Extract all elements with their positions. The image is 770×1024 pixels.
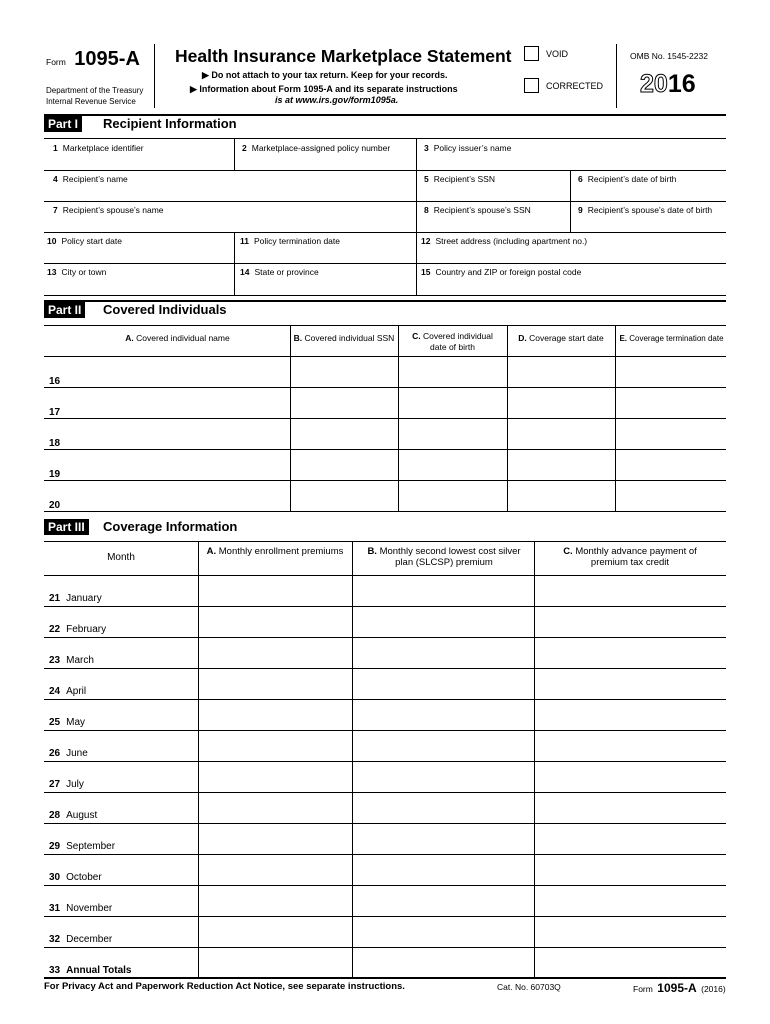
field-1-label — [53, 143, 144, 153]
part3-month-header: Month — [107, 552, 135, 563]
part3-row-rule — [44, 761, 726, 762]
row-16: 16 — [49, 376, 61, 387]
row-19: 19 — [49, 469, 61, 480]
part1-title: Recipient Information — [103, 116, 237, 131]
field-3-label — [424, 143, 511, 153]
month-label: December — [66, 934, 113, 945]
row-number: 24 — [49, 686, 61, 697]
month-row-december — [49, 934, 112, 945]
footer-form-id — [633, 979, 726, 997]
field-8-label — [424, 205, 531, 215]
row-number: 31 — [49, 903, 61, 914]
part2-bottom-rule — [44, 511, 726, 512]
field-text: Recipient’s spouse’s date of birth — [587, 205, 713, 215]
month-label: October — [66, 872, 102, 883]
part2-col-b — [290, 333, 398, 344]
field-12-label — [421, 236, 587, 246]
month-label: Annual Totals — [66, 965, 132, 976]
column-label: Covered individual SSN — [304, 333, 395, 343]
part1-row-rule — [44, 170, 726, 171]
field-text: Street address (including apartment no.) — [435, 236, 588, 246]
month-label: January — [66, 593, 102, 604]
part3-row-rule — [44, 699, 726, 700]
field-text: Policy start date — [61, 236, 122, 246]
month-row-annual-totals — [49, 965, 132, 976]
month-row-january — [49, 593, 102, 604]
row-number: 30 — [49, 872, 61, 883]
field-text: Marketplace-assigned policy number — [251, 143, 391, 153]
month-row-july — [49, 779, 84, 790]
field-number: 11 — [240, 236, 249, 246]
part1-row-rule — [44, 263, 726, 264]
month-row-november — [49, 903, 112, 914]
month-row-june — [49, 748, 88, 759]
part3-row-rule — [44, 916, 726, 917]
dept-treasury: Department of the Treasury — [46, 86, 144, 95]
field-number: 1 — [53, 143, 58, 153]
instruction-1: ▶ Do not attach to your tax return. Keep for your records. — [202, 70, 448, 80]
field-number: 12 — [421, 236, 431, 246]
month-label: May — [66, 717, 86, 728]
part1-col-rule — [234, 138, 235, 170]
field-11-label — [240, 236, 340, 246]
field-number: 15 — [421, 267, 431, 277]
field-text: Recipient’s spouse’s name — [62, 205, 164, 215]
row-20: 20 — [49, 500, 61, 511]
column-label: Covered individual name — [136, 333, 230, 343]
part3-row-rule — [44, 823, 726, 824]
column-label: Coverage start date — [529, 333, 604, 343]
part2-title: Covered Individuals — [103, 302, 227, 317]
month-row-february — [49, 624, 106, 635]
part2-tag: Part II — [44, 302, 85, 318]
field-number: 5 — [424, 174, 429, 184]
column-letter: B. — [367, 546, 377, 557]
part2-row-rule — [44, 418, 726, 419]
form-number: 1095-A — [74, 48, 140, 70]
month-label: June — [66, 748, 88, 759]
field-number: 8 — [424, 205, 429, 215]
row-number: 29 — [49, 841, 61, 852]
field-15-label — [421, 267, 581, 277]
field-number: 3 — [424, 143, 429, 153]
field-text: Recipient’s name — [62, 174, 128, 184]
field-number: 14 — [240, 267, 250, 277]
part1-tag: Part I — [44, 116, 82, 132]
part2-row-rule — [44, 480, 726, 481]
footer-form-word: Form — [633, 984, 653, 994]
field-6-label — [578, 174, 676, 184]
field-number: 13 — [47, 267, 57, 277]
field-5-label — [424, 174, 495, 184]
month-row-september — [49, 841, 115, 852]
part1-bottom-rule — [44, 295, 726, 296]
month-row-march — [49, 655, 94, 666]
form-word: Form — [46, 57, 66, 67]
part2-col-e — [615, 333, 728, 344]
column-letter: C. — [563, 546, 573, 557]
part3-col-a — [198, 546, 352, 557]
row-number: 25 — [49, 717, 61, 728]
omb-number: OMB No. 1545-2232 — [630, 51, 708, 61]
tax-year-bold: 16 — [667, 70, 696, 98]
field-number: 4 — [53, 174, 58, 184]
part3-row-rule — [44, 668, 726, 669]
part1-col-rule — [416, 138, 417, 295]
row-number: 33 — [49, 965, 61, 976]
row-number: 22 — [49, 624, 61, 635]
part3-title: Coverage Information — [103, 519, 238, 534]
corrected-checkbox[interactable] — [524, 78, 539, 93]
field-text: Recipient’s date of birth — [587, 174, 677, 184]
month-row-may — [49, 717, 85, 728]
column-letter: E. — [619, 334, 628, 343]
field-text: Country and ZIP or foreign postal code — [435, 267, 582, 277]
part3-col-c — [550, 546, 710, 568]
footer-form-number: 1095-A — [657, 981, 697, 995]
void-label: VOID — [546, 49, 569, 59]
row-17: 17 — [49, 407, 61, 418]
column-letter: A. — [206, 546, 217, 557]
row-18: 18 — [49, 438, 61, 449]
row-number: 23 — [49, 655, 61, 666]
month-label: July — [66, 779, 84, 790]
month-row-august — [49, 810, 97, 821]
field-14-label — [240, 267, 319, 277]
field-number: 7 — [53, 205, 58, 215]
part2-col-c — [405, 331, 500, 353]
part3-row-rule — [44, 885, 726, 886]
field-9-label — [578, 205, 712, 215]
field-text: Policy issuer’s name — [433, 143, 512, 153]
field-number: 10 — [47, 236, 57, 246]
row-number: 26 — [49, 748, 61, 759]
irs-label: Internal Revenue Service — [46, 97, 136, 106]
instruction-2: ▶ Information about Form 1095-A and its separate instructions — [190, 84, 458, 94]
field-text: Policy termination date — [254, 236, 340, 246]
part3-row-rule — [44, 792, 726, 793]
column-label: Monthly enrollment premiums — [218, 546, 344, 557]
field-number: 6 — [578, 174, 583, 184]
form-title: Health Insurance Marketplace Statement — [175, 46, 512, 66]
privacy-notice: For Privacy Act and Paperwork Reduction Act Notice, see separate instructions. — [44, 981, 405, 992]
part1-header-rule — [44, 138, 726, 139]
part2-col-d — [507, 333, 615, 344]
month-label: March — [66, 655, 94, 666]
tax-year — [640, 70, 696, 99]
field-10-label — [47, 236, 122, 246]
part2-colhead-rule — [44, 356, 726, 357]
instruction-3: is at www.irs.gov/form1095a. — [275, 95, 399, 105]
tax-year-outline: 20 — [640, 70, 668, 98]
field-7-label — [53, 205, 164, 215]
month-label: April — [66, 686, 87, 697]
month-label: September — [66, 841, 116, 852]
column-letter: D. — [518, 333, 527, 343]
void-checkbox[interactable] — [524, 46, 539, 61]
part3-row-rule — [44, 730, 726, 731]
field-text: State or province — [254, 267, 319, 277]
field-number: 9 — [578, 205, 583, 215]
column-letter: C. — [412, 331, 421, 341]
field-text: City or town — [61, 267, 107, 277]
header-divider-right — [616, 44, 617, 108]
part3-row-rule — [44, 947, 726, 948]
row-number: 32 — [49, 934, 61, 945]
month-row-october — [49, 872, 102, 883]
column-letter: A. — [125, 333, 134, 343]
month-row-april — [49, 686, 86, 697]
field-number: 2 — [242, 143, 247, 153]
column-label: Covered individual date of birth — [422, 331, 493, 352]
row-number: 21 — [49, 593, 61, 604]
part3-header-rule — [44, 541, 726, 542]
field-text: Recipient’s spouse’s SSN — [433, 205, 531, 215]
column-label: Coverage termination date — [629, 334, 724, 343]
part2-row-rule — [44, 449, 726, 450]
corrected-label: CORRECTED — [546, 81, 604, 91]
part1-row-rule — [44, 232, 726, 233]
month-label: February — [66, 624, 107, 635]
part1-row-rule — [44, 201, 726, 202]
month-label: August — [66, 810, 98, 821]
footer-year: (2016) — [701, 984, 726, 994]
month-label: November — [66, 903, 113, 914]
row-number: 27 — [49, 779, 61, 790]
part3-row-rule — [44, 637, 726, 638]
header-divider-left — [154, 44, 155, 108]
field-text: Marketplace identifier — [62, 143, 144, 153]
part3-col-b — [358, 546, 530, 568]
catalog-number: Cat. No. 60703Q — [497, 982, 561, 992]
field-4-label — [53, 174, 128, 184]
part3-bottom-rule — [44, 977, 726, 979]
form-label — [46, 48, 140, 71]
column-label: Monthly second lowest cost silver plan (SLCSP) premium — [379, 546, 521, 568]
column-letter: B. — [293, 333, 303, 343]
field-13-label — [47, 267, 106, 277]
part2-col-a — [65, 333, 290, 344]
part3-tag: Part III — [44, 519, 89, 535]
part1-col-rule — [234, 232, 235, 295]
field-2-label — [242, 143, 390, 153]
part2-row-rule — [44, 387, 726, 388]
part3-colhead-rule — [44, 575, 726, 576]
field-text: Recipient’s SSN — [433, 174, 495, 184]
row-number: 28 — [49, 810, 61, 821]
column-label: Monthly advance payment of premium tax credit — [575, 546, 697, 568]
part2-header-rule — [44, 325, 726, 326]
part3-row-rule — [44, 854, 726, 855]
part1-col-rule — [570, 170, 571, 232]
part3-row-rule — [44, 606, 726, 607]
